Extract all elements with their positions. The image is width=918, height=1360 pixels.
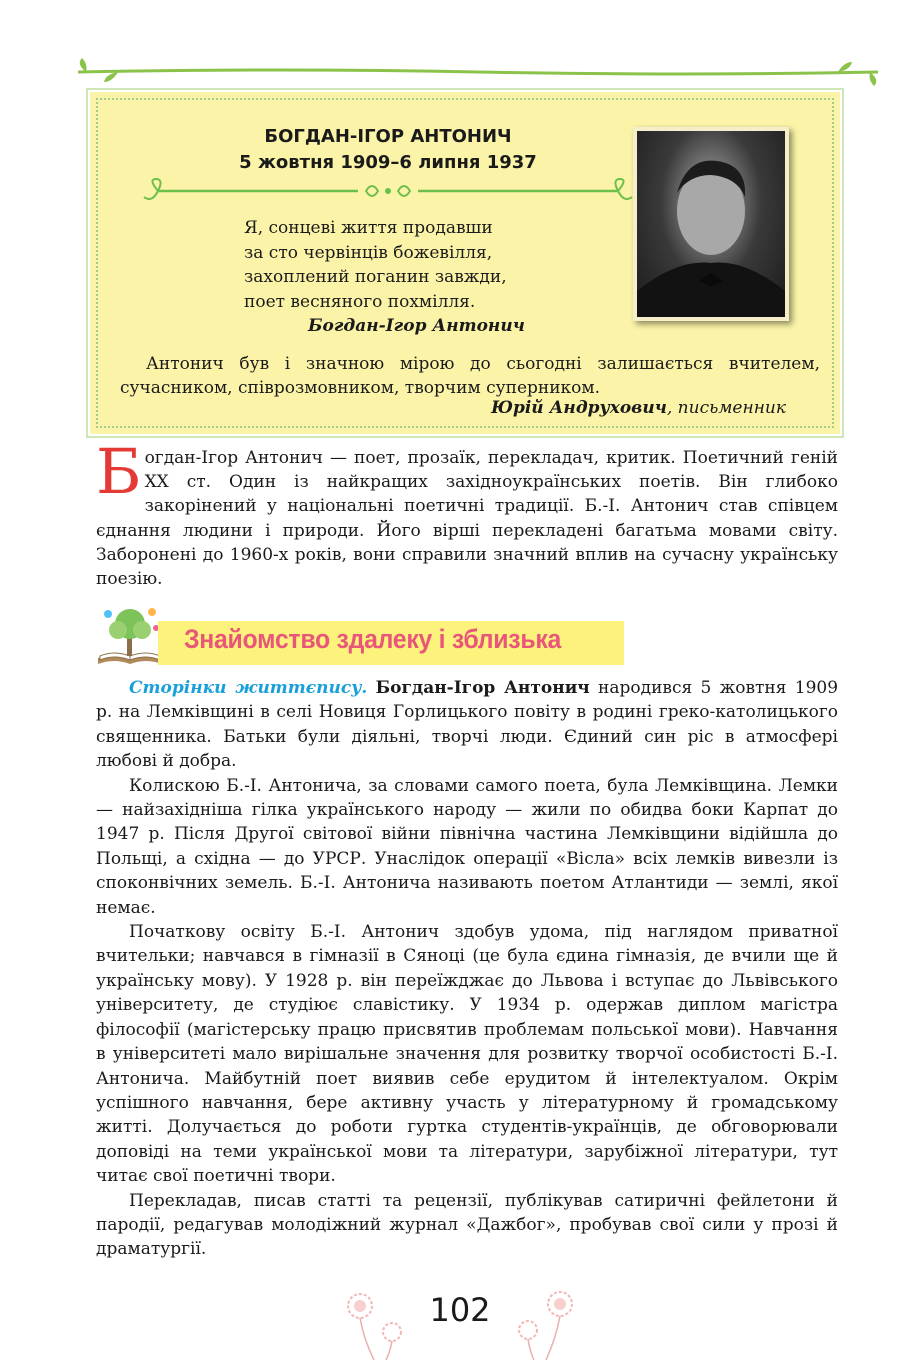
critic-role: , письменник <box>666 398 786 418</box>
portrait-photo <box>633 127 789 321</box>
poem-line: Я, сонцеві життя продавши <box>244 218 493 238</box>
flower-ornament-icon <box>500 1276 590 1360</box>
paragraph: Перекладав, писав статті та рецензії, публікував сатиричні фейлетони й пародії, редагував молодіжний журнал «Дажбог», пробував свої сили у прозі й драматургії. <box>96 1190 838 1260</box>
bio-box <box>96 98 834 428</box>
poem-line: поет весняного похмілля. <box>244 291 476 312</box>
bio-dates: 5 жовтня 1909–6 липня 1937 <box>239 152 537 173</box>
lead-label: Сторінки життєпису. <box>129 678 368 698</box>
biography-body <box>96 676 838 1262</box>
page-number: 102 <box>429 1291 491 1329</box>
intro-text: огдан-Ігор Антонич — поет, прозаїк, перекладач, критик. Поетичний геній ХХ ст. Один із найкращих західноукраїнських поетів. Він глибоко закорінений у національні поетичні традиції. Б.-І. Антонич став співцем єднання людини і природи. Його вірші перекладені багатьма мовами світу. Заборонені до 1960-х років, вони справили значний вплив на сучасну українську поезію. <box>96 448 838 590</box>
critic-quote-author <box>491 398 786 418</box>
poem-line: захоплений поганин завжди, <box>244 267 507 287</box>
critic-name: Юрій Андрухович <box>491 398 667 418</box>
critic-quote: Антонич був і значною мірою до сьогодні залишається вчителем, сучасником, співрозмовником, творчим суперником. <box>120 354 820 398</box>
divider-ornament <box>138 176 638 206</box>
poem-author: Богдан-Ігор Антонич <box>308 316 525 336</box>
paragraph: Колискою Б.-І. Антонича, за словами самого поета, була Лемківщина. Лемки — найзахідніша гілка українського народу — жили по обидва боки Карпат до 1947 р. Після Другої світової війни північна частина Лемківщини відійшла до Польщі, а східна — до УРСР. Унаслідок операції «Вісла» всіх лемків вивезли із споконвічних земель. Б.-І. Антонича називають поетом Атлантиди — землі, якої немає. <box>96 775 838 918</box>
bio-name: БОГДАН-ІГОР АНТОНИЧ <box>264 126 512 147</box>
portrait-silhouette-icon <box>637 131 785 317</box>
paragraph-text: народився 5 жовтня 1909 р. на Лемківщині в селі Новиця Горлицького повіту в родині греко-католицького священника. Батьки були діяльні, творчі люди. Єдиний син ріс в атмосфері любові й добра. <box>96 678 839 772</box>
bio-header <box>238 124 538 176</box>
top-vine-ornament <box>78 58 878 88</box>
poem-line: за сто червінців божевілля, <box>244 242 493 263</box>
paragraph <box>96 676 838 774</box>
drop-cap: Б <box>96 435 142 508</box>
tree-book-icon <box>94 602 166 668</box>
intro-paragraph <box>96 435 838 591</box>
epigraph-poem <box>244 216 664 314</box>
lead-name: Богдан-Ігор Антонич <box>375 678 590 698</box>
section-title: Знайомство здалеку і зблизька <box>184 624 562 654</box>
paragraph: Початкову освіту Б.-І. Антонич здобув удома, під наглядом приватної вчительки; навчався в гімназії в Сяноці (це була єдина гімназія, де вчили ще й українську мову). У 1928 р. він переїжджає до Львова і вступає до Львівського університету, де студіює славістику. У 1934 р. одержав диплом магістра філософії (магістерську працю присвятив проблемам польської мови). Навчання в університеті мало вирішальне значення для розвитку творчої особистості Б.-І. Антонича. Майбутній поет виявив себе ерудитом й інтелектуалом. Окрім успішного навчання, бере активну участь у літературному й громадському житті. Долучається до роботи гуртка студентів-українців, де обговорювали доповіді на теми української мови та літератури, зарубіжної літератури, тут читає свої поетичні твори. <box>96 922 838 1187</box>
